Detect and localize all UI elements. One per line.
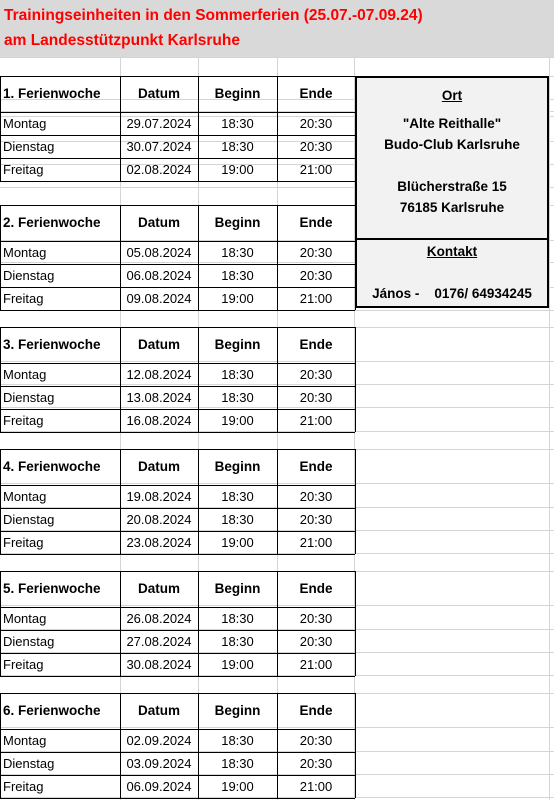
table-border-column	[120, 327, 121, 432]
location-heading: Ort	[441, 88, 463, 103]
end-time-cell: 21:00	[299, 535, 333, 550]
weekday-cell: Freitag	[3, 657, 44, 672]
end-time-cell: 21:00	[299, 413, 333, 428]
table-border-column	[0, 571, 1, 676]
date-cell: 03.09.2024	[126, 756, 192, 771]
title-line-1: Trainingseinheiten in den Sommerferien (25.07.-07.09.24)	[4, 7, 423, 24]
column-header: Beginn	[214, 86, 261, 102]
table-border-row	[0, 181, 355, 182]
week-header-label: 1. Ferienwoche	[3, 86, 101, 102]
location-city: 76185 Karlsruhe	[399, 200, 505, 215]
table-border-row	[0, 386, 355, 387]
table-border-column	[0, 449, 1, 554]
weekday-cell: Freitag	[3, 413, 44, 428]
start-time-cell: 18:30	[221, 367, 254, 382]
table-border-top	[0, 76, 355, 77]
contact-heading: Kontakt	[426, 244, 478, 259]
table-border-top	[0, 693, 355, 694]
column-header: Beginn	[214, 581, 261, 597]
weekday-cell: Freitag	[3, 535, 44, 550]
table-border-row	[0, 432, 355, 433]
table-border-row	[0, 158, 355, 159]
date-cell: 06.08.2024	[126, 268, 192, 283]
weekday-cell: Montag	[3, 611, 47, 626]
date-cell: 12.08.2024	[126, 367, 192, 382]
date-cell: 19.08.2024	[126, 489, 192, 504]
table-border-column	[198, 76, 199, 181]
weekday-cell: Dienstag	[3, 268, 55, 283]
table-border-column	[277, 571, 278, 676]
title-line-2: am Landesstützpunkt Karlsruhe	[4, 32, 240, 49]
weekday-cell: Montag	[3, 245, 47, 260]
weekday-cell: Freitag	[3, 779, 44, 794]
end-time-cell: 20:30	[299, 733, 333, 748]
column-header: Ende	[299, 703, 333, 719]
weekday-cell: Montag	[3, 116, 47, 131]
table-border-row	[0, 310, 355, 311]
start-time-cell: 19:00	[221, 535, 254, 550]
start-time-cell: 19:00	[221, 291, 254, 306]
location-box	[355, 76, 549, 240]
table-border-row	[0, 630, 355, 631]
column-header: Ende	[299, 581, 333, 597]
table-border-header	[0, 607, 355, 608]
week-header-label: 6. Ferienwoche	[3, 703, 101, 719]
end-time-cell: 21:00	[299, 779, 333, 794]
table-border-column	[198, 205, 199, 310]
table-border-header	[0, 729, 355, 730]
table-border-column	[120, 571, 121, 676]
date-cell: 06.09.2024	[126, 779, 192, 794]
table-border-column	[355, 571, 356, 676]
table-border-row	[0, 676, 355, 677]
end-time-cell: 20:30	[299, 611, 333, 626]
column-header: Datum	[137, 703, 180, 719]
weekday-cell: Dienstag	[3, 756, 55, 771]
week-header-label: 5. Ferienwoche	[3, 581, 101, 597]
date-cell: 23.08.2024	[126, 535, 192, 550]
table-border-row	[0, 798, 355, 799]
weekday-cell: Montag	[3, 489, 47, 504]
week-header-label: 2. Ferienwoche	[3, 215, 101, 231]
table-border-header	[0, 112, 355, 113]
table-border-top	[0, 571, 355, 572]
table-border-column	[277, 76, 278, 181]
start-time-cell: 18:30	[221, 390, 254, 405]
table-border-row	[0, 554, 355, 555]
column-header: Ende	[299, 459, 333, 475]
start-time-cell: 19:00	[221, 162, 254, 177]
table-border-top	[0, 205, 355, 206]
location-street: Blücherstraße 15	[397, 179, 507, 194]
contact-phone: János - 0176/ 64934245	[372, 286, 532, 301]
column-header: Datum	[137, 86, 180, 102]
week-header-label: 3. Ferienwoche	[3, 337, 101, 353]
column-header: Datum	[137, 459, 180, 475]
weekday-cell: Dienstag	[3, 390, 55, 405]
column-header: Beginn	[214, 703, 261, 719]
weekday-cell: Freitag	[3, 162, 44, 177]
column-header: Datum	[137, 215, 180, 231]
start-time-cell: 18:30	[221, 489, 254, 504]
end-time-cell: 20:30	[299, 245, 333, 260]
table-border-row	[0, 775, 355, 776]
date-cell: 20.08.2024	[126, 512, 192, 527]
table-border-column	[277, 327, 278, 432]
column-header: Ende	[299, 215, 333, 231]
end-time-cell: 21:00	[299, 657, 333, 672]
table-border-row	[0, 508, 355, 509]
weekday-cell: Dienstag	[3, 634, 55, 649]
table-border-row	[0, 653, 355, 654]
table-border-column	[0, 327, 1, 432]
date-cell: 29.07.2024	[126, 116, 192, 131]
end-time-cell: 20:30	[299, 268, 333, 283]
weekday-cell: Dienstag	[3, 512, 55, 527]
column-header: Beginn	[214, 337, 261, 353]
table-border-column	[0, 205, 1, 310]
date-cell: 05.08.2024	[126, 245, 192, 260]
table-border-top	[0, 327, 355, 328]
date-cell: 26.08.2024	[126, 611, 192, 626]
start-time-cell: 19:00	[221, 779, 254, 794]
end-time-cell: 21:00	[299, 162, 333, 177]
table-border-column	[0, 693, 1, 798]
weekday-cell: Freitag	[3, 291, 44, 306]
table-border-column	[277, 449, 278, 554]
date-cell: 13.08.2024	[126, 390, 192, 405]
end-time-cell: 20:30	[299, 634, 333, 649]
table-border-column	[198, 327, 199, 432]
week-header-label: 4. Ferienwoche	[3, 459, 101, 475]
table-border-column	[120, 449, 121, 554]
table-border-header	[0, 241, 355, 242]
start-time-cell: 18:30	[221, 245, 254, 260]
end-time-cell: 20:30	[299, 367, 333, 382]
table-border-column	[0, 76, 1, 181]
table-border-column	[120, 76, 121, 181]
table-border-row	[0, 287, 355, 288]
table-border-row	[0, 531, 355, 532]
table-border-row	[0, 752, 355, 753]
column-header: Datum	[137, 337, 180, 353]
table-border-column	[277, 693, 278, 798]
contact-box	[355, 238, 549, 308]
date-cell: 27.08.2024	[126, 634, 192, 649]
start-time-cell: 18:30	[221, 756, 254, 771]
date-cell: 02.09.2024	[126, 733, 192, 748]
table-border-column	[355, 327, 356, 432]
table-border-column	[120, 205, 121, 310]
column-header: Ende	[299, 337, 333, 353]
table-border-column	[355, 449, 356, 554]
start-time-cell: 18:30	[221, 611, 254, 626]
date-cell: 30.07.2024	[126, 139, 192, 154]
column-header: Ende	[299, 86, 333, 102]
table-border-column	[120, 693, 121, 798]
start-time-cell: 19:00	[221, 657, 254, 672]
table-border-column	[277, 205, 278, 310]
table-border-row	[0, 135, 355, 136]
end-time-cell: 20:30	[299, 489, 333, 504]
start-time-cell: 18:30	[221, 268, 254, 283]
end-time-cell: 20:30	[299, 390, 333, 405]
column-header: Beginn	[214, 215, 261, 231]
table-border-top	[0, 449, 355, 450]
end-time-cell: 20:30	[299, 512, 333, 527]
table-border-row	[0, 264, 355, 265]
weekday-cell: Dienstag	[3, 139, 55, 154]
title-banner	[0, 0, 554, 57]
column-header: Datum	[137, 581, 180, 597]
location-club: Budo-Club Karlsruhe	[384, 137, 520, 152]
table-border-column	[355, 693, 356, 798]
end-time-cell: 21:00	[299, 291, 333, 306]
weekday-cell: Montag	[3, 367, 47, 382]
end-time-cell: 20:30	[299, 139, 333, 154]
end-time-cell: 20:30	[299, 756, 333, 771]
gridline-vertical	[549, 57, 550, 800]
start-time-cell: 18:30	[221, 512, 254, 527]
table-border-header	[0, 363, 355, 364]
location-venue: "Alte Reithalle"	[402, 116, 502, 131]
date-cell: 30.08.2024	[126, 657, 192, 672]
date-cell: 02.08.2024	[126, 162, 192, 177]
date-cell: 16.08.2024	[126, 413, 192, 428]
table-border-row	[0, 409, 355, 410]
column-header: Beginn	[214, 459, 261, 475]
date-cell: 09.08.2024	[126, 291, 192, 306]
start-time-cell: 18:30	[221, 634, 254, 649]
end-time-cell: 20:30	[299, 116, 333, 131]
start-time-cell: 18:30	[221, 733, 254, 748]
weekday-cell: Montag	[3, 733, 47, 748]
table-border-column	[198, 449, 199, 554]
start-time-cell: 18:30	[221, 116, 254, 131]
start-time-cell: 19:00	[221, 413, 254, 428]
start-time-cell: 18:30	[221, 139, 254, 154]
table-border-column	[198, 571, 199, 676]
table-border-header	[0, 485, 355, 486]
table-border-column	[198, 693, 199, 798]
